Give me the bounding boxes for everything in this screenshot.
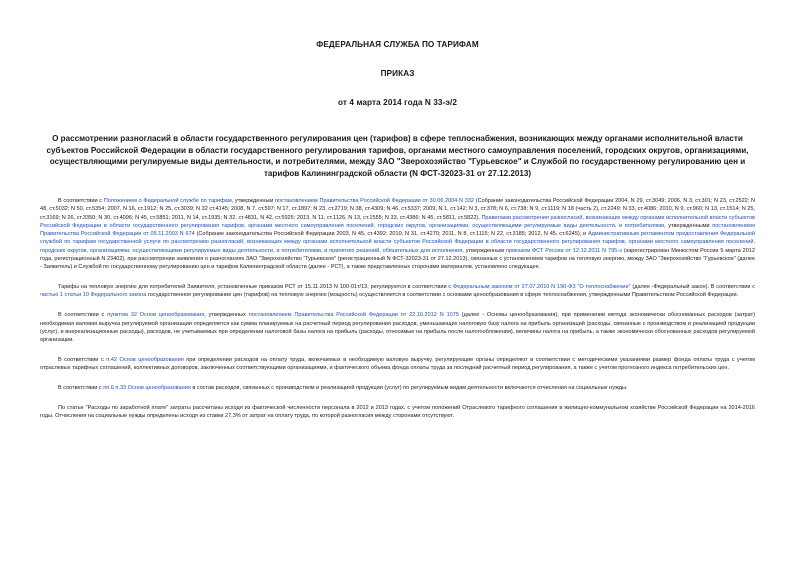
- paragraph-text: По статье "Расходы по заработной плате" затраты рассчитаны исходя из фактической численности персонала в 2012 и 2013 годах, с учетом положений Отраслевого тарифного соглашения в жилищно-коммунальном хозяйстве Российской Федерации на 2014-2016 годы. Отчисления на социальные нужды определены исходя из ставки 27,3% от затрат на оплату труда, по которой разногласия между сторонами отсутствуют.: [40, 404, 755, 420]
- paragraph-text: , утвержденным: [231, 198, 275, 204]
- paragraph-text: (далее -Федеральный закон). В соответствии с: [630, 284, 755, 291]
- document-link[interactable]: пунктом 32 Основ ценообразования: [107, 312, 205, 319]
- document-link[interactable]: постановлением Правительства Российской Федерации от 22.10.2012 N 1075: [248, 312, 459, 319]
- paragraph: [40, 404, 755, 421]
- paragraph-text: в состав расходов, связанных с производством и реализацией продукции (услуг) по регулируемым видам деятельности включаются отчисления на социальные нужды.: [190, 385, 628, 392]
- paragraph-text: (Собрание законодательства Российской Федерации 2003, N 45, ст.4392; 2010, N 31, ст.4270; 2011, N 8, ст.1115; N 22, ст.3185; 2012, N 45, ст.6245), и: [194, 231, 588, 238]
- document-link[interactable]: пп.6 п.33 Основ ценообразования: [103, 385, 191, 392]
- paragraph-text: (Собрание законодательства Российской Федерации 2004, N 29, ст.3049; 2006, N 3, ст.301; N 23, ст.2522; N 48, ст.5032; N 50, ст.5354; 2007, N 16, ст.1912; N 25, ст.3039; N 32 ст.4145; 2008, N 7, ст.597; N 17, ст.1897; N 23, ст.2719; N 38, ст.4309; N 46, ст.5337; 2009, N 1, ст.142; N 3, ст.378; N 6, ст.738; N 9, ст.1119; N 18 (часть 2), ст.2249; N 33, ст.4086; 2010, N 9, ст.960; N 13, ст.1514; N 25, ст.3169; N 26, ст.3350; N 30, ст.4096; N 45, ст.5851; 2011, N 14, ст.1935; N 32, ст.4831, N 42, ст.5925; 2013, N 11, ст.1126, N 13, ст.1555; N 33, ст.4386; N 45, ст.5811, ст.5822),: [40, 198, 756, 221]
- paragraph-text: В соответствии с: [58, 198, 104, 204]
- paragraph: [40, 384, 755, 392]
- paragraph-text: государственное регулирование цен (тарифов) на тепловую энергию (мощность) осуществляется в соответствии с основами ценообразования в сфере теплоснабжения, утвержденными Правительством Российской Федерации.: [146, 292, 739, 299]
- paragraph-text: Тарифы на тепловую энергию для потребителей Заявителя, установленные приказом РСТ от 15.11.2013 N 100-01т/13, регулируются в соответствии с: [58, 284, 453, 291]
- paragraph-text: В соответствии с: [58, 356, 107, 363]
- document-link[interactable]: постановлением Правительства Российской Федерации от 30.06.2004 N 332: [274, 198, 475, 204]
- paragraph: [40, 283, 755, 300]
- document-link[interactable]: частью 1 статьи 10 Федерального закона: [40, 292, 147, 299]
- document-link[interactable]: п.42 Основ ценообразования: [106, 356, 184, 363]
- paragraph-text: В соответствии с: [58, 385, 104, 392]
- paragraph: [40, 311, 755, 344]
- document-link[interactable]: Административным регламентом предоставления Федеральной службой по тарифам государственной услуги по рассмотрению разногласий, возникающих между органами исполнительной власти субъектов Российской Федерации в области государственного регулирования тарифов, органами местного самоуправления поселений, городских округов, организациями, осуществляющими регулируемые виды деятельности, и потребителями, и принятию решений, обязательных для исполнения: [40, 231, 755, 254]
- paragraph-text: В соответствии с: [58, 312, 108, 319]
- document-link[interactable]: постановлением Правительства Российской Федерации от 05.11.2003 N 674: [40, 222, 755, 238]
- paragraph-text: (зарегистрирован Минюстом России 5 марта 2012 года, регистрационный N 23402), при рассмотрении заявления о разногласиях ЗАО "Зверохозяйство "Гурьевское" (регистрационный N ФСТ-32023-31 от 27.12.2013), связанных с установлением тарифов на тепловую энергию, между ЗАО "Зверохозяйство "Гурьевское" (далее - Заявитель) и Службой по государственному регулированию цен и тарифов Калининградской области (далее - РСТ), а также представленных сторонами материалов, установлено следующее.: [40, 247, 755, 271]
- paragraph-text: , утвержденными: [664, 222, 713, 229]
- paragraph-text: , утвержденным: [462, 247, 506, 254]
- document-link[interactable]: Положением о Федеральной службе по тарифам: [103, 198, 232, 204]
- document-subject: О рассмотрении разногласий в области государственного регулирования цен (тарифов) в сфере теплоснабжения, возникающих между органами исполнительной власти субъектов Российской Федерации в области государственного регулирования тарифов, органами местного самоуправления поселений, городских округов, организациями, осуществляющими регулируемые виды деятельности, и потребителями, между ЗАО "Зверохозяйство "Гурьевское" и Службой по государственному регулированию цен и тарифов Калининградской области (N ФСТ-32023-31 от 27.12.2013): [46, 134, 749, 178]
- document-link[interactable]: Федеральным законом от 27.07.2010 N 190-ФЗ "О теплоснабжении": [452, 284, 631, 291]
- document-link[interactable]: приказом ФСТ России от 12.12.2011 N 795-э: [505, 247, 622, 254]
- document-type: ПРИКАЗ: [380, 69, 415, 78]
- paragraph-text: при определении расходов на оплату труда, включаемых в необходимую валовую выручку, регулирующие органы определяют в соответствии с методическими указаниями размер фонда оплаты труда с учетом отраслевых тарифных соглашений, коллективных договоров, заключенных соответствующими организациями, и фактического объема фонда оплаты труда за последний расчетный период регулирования, а также с учетом прогнозного индекса потребительских цен.: [40, 356, 755, 372]
- paragraph: [40, 197, 755, 272]
- document-body: [40, 197, 755, 420]
- document-date-number: от 4 марта 2014 года N 33-э/2: [337, 98, 458, 107]
- paragraph-text: (далее - Основы ценообразования), при применении метода экономически обоснованных расходов (затрат) необходимая валовая выручка регулируемой организации определяется как сумма планируемых на расчетный период регулирования расходов, уменьшающих налоговую базу налога на прибыль организаций (расходы, связанные с производством и реализацией продукции (услуг), и внереализационные расходы), расходов, не учитываемых при определении налоговой базы налога на прибыль (расходы, относимые на прибыль после налогообложения), величины налога на прибыль, а также экономически обоснованных расходов регулируемой организации.: [40, 312, 755, 344]
- paragraph-text: , утвержденных: [204, 312, 249, 319]
- document-link[interactable]: Правилами рассмотрения разногласий, возникающих между органами исполнительной власти субъектов Российской Федерации в области государственного регулирования тарифов, органами местного самоуправления поселений, городских округов, организациями, осуществляющими регулируемые виды деятельности, и потребителями: [40, 214, 755, 229]
- paragraph: [40, 356, 755, 373]
- agency-title: ФЕДЕРАЛЬНАЯ СЛУЖБА ПО ТАРИФАМ: [316, 40, 479, 49]
